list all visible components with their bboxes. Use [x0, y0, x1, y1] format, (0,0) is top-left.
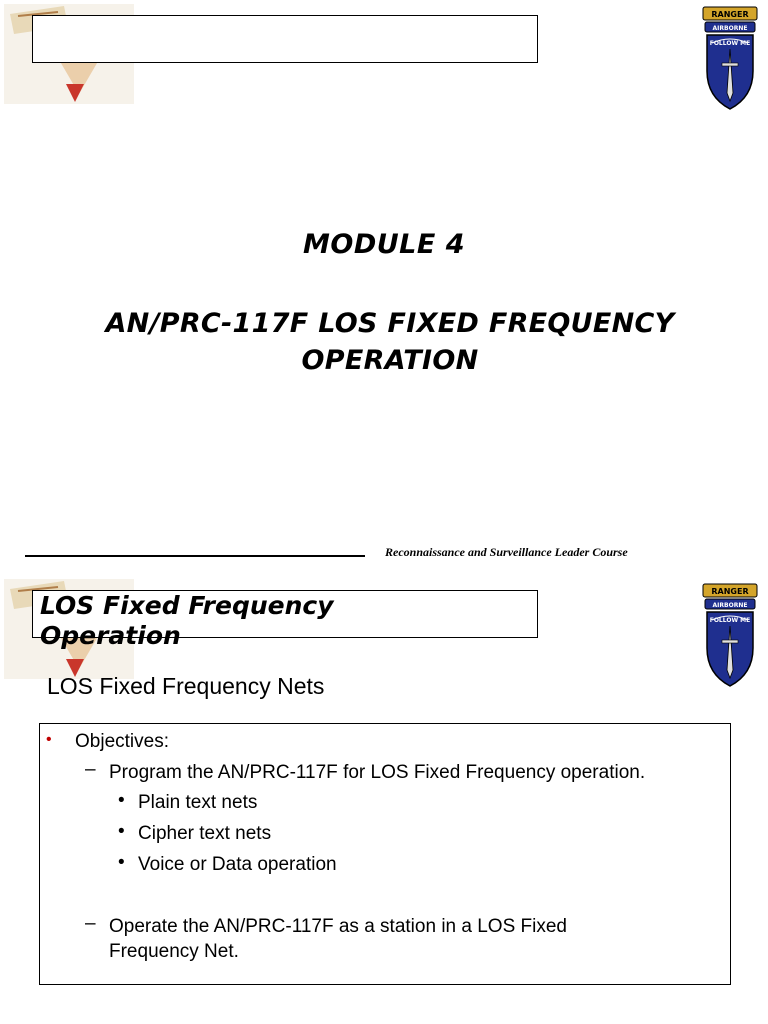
- svg-text:AIRBORNE: AIRBORNE: [712, 25, 748, 32]
- footer-rule: [25, 555, 365, 557]
- module-title: MODULE 4: [303, 229, 465, 260]
- objective-item-1: Program the AN/PRC-117F for LOS Fixed Frequency operation.: [109, 762, 646, 783]
- objective-item-2: Operate the AN/PRC-117F as a station in a LOS Fixed: [109, 916, 567, 937]
- subtitle-line-1: AN/PRC-117F LOS FIXED FREQUENCY: [105, 308, 675, 339]
- footer-course-name: Reconnaissance and Surveillance Leader Course: [385, 545, 628, 559]
- sub-item-cipher-text: Cipher text nets: [138, 823, 272, 844]
- title-box: [32, 15, 538, 63]
- ranger-airborne-shield-icon: [700, 582, 760, 688]
- module-subtitle: [40, 305, 740, 379]
- dash-icon: –: [85, 759, 96, 780]
- svg-text:RANGER: RANGER: [711, 10, 749, 19]
- bullet-icon: •: [118, 821, 125, 842]
- sub-item-plain-text: Plain text nets: [138, 792, 258, 813]
- subtitle-line-2: OPERATION: [301, 345, 479, 376]
- slide-title-line-1: LOS Fixed Frequency: [40, 591, 334, 620]
- svg-text:AIRBORNE: AIRBORNE: [712, 602, 748, 609]
- dash-icon: –: [85, 913, 96, 934]
- svg-text:RANGER: RANGER: [711, 587, 749, 596]
- bullet-red-icon: •: [46, 731, 52, 748]
- bullet-icon: •: [118, 852, 125, 873]
- objectives-box: [39, 723, 731, 985]
- slide-objectives: [0, 575, 768, 1024]
- slide-title: [40, 591, 540, 651]
- objectives-label: Objectives:: [75, 731, 169, 752]
- svg-text:FOLLOW ME: FOLLOW ME: [709, 617, 751, 624]
- bullet-icon: •: [118, 790, 125, 811]
- ranger-airborne-shield-icon: [700, 5, 760, 111]
- sub-item-voice-data: Voice or Data operation: [138, 854, 337, 875]
- svg-text:FOLLOW ME: FOLLOW ME: [709, 40, 751, 47]
- objective-item-2-line-2: Frequency Net.: [109, 941, 239, 962]
- slide-title-line-2: Operation: [40, 621, 181, 650]
- section-heading: LOS Fixed Frequency Nets: [47, 673, 325, 699]
